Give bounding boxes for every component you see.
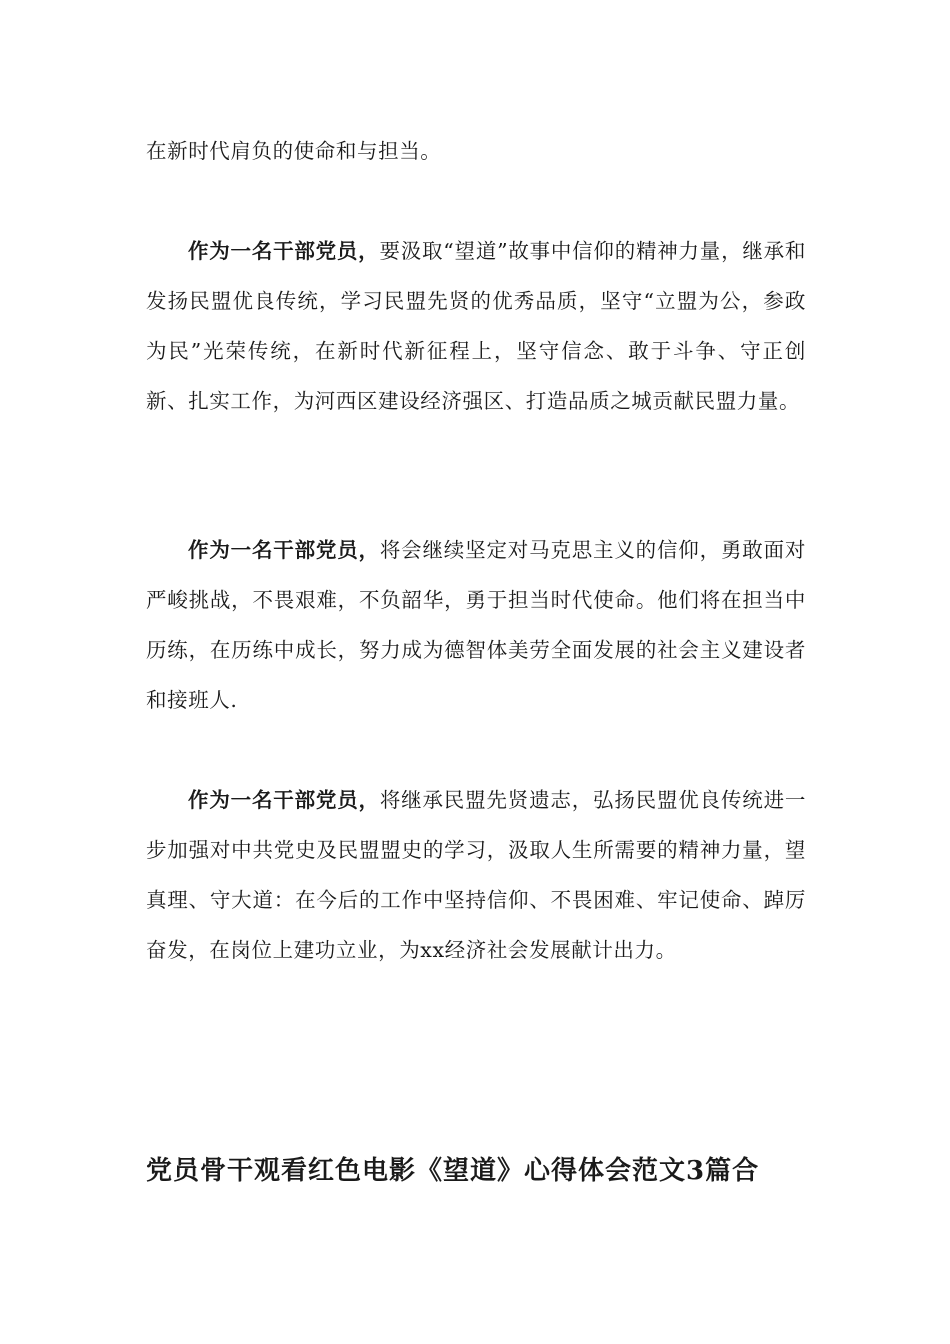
- paragraph-text: 将继承民盟先贤遗志，弘扬民盟优良传统进一步加强对中共党史及民盟盟史的学习，汲取人生所需要的精神力量，望真理、守大道：在今后的工作中坚持信仰、不畏困难、牢记使命、踔厉奋发，在岗位上建功立业，为xx经济社会发展献计出力。: [146, 788, 806, 962]
- paragraph-lead: 作为一名干部党员，: [188, 788, 380, 812]
- paragraph-lead: 作为一名干部党员，: [188, 538, 380, 562]
- section-heading: 党员骨干观看红色电影《望道》心得体会范文3篇合: [146, 1156, 760, 1186]
- paragraph-2: [146, 525, 806, 725]
- paragraph-3: [146, 775, 806, 975]
- paragraph-lead: 作为一名干部党员，: [188, 239, 380, 263]
- paragraph-text: 在新时代肩负的使命和与担当。: [146, 139, 442, 163]
- paragraph-text: 将会继续坚定对马克思主义的信仰，勇敢面对严峻挑战，不畏艰难，不负韶华，勇于担当时代使命。他们将在担当中历练，在历练中成长，努力成为德智体美劳全面发展的社会主义建设者和接班人.: [146, 538, 806, 712]
- paragraph-text: 要汲取“望道”故事中信仰的精神力量，继承和发扬民盟优良传统，学习民盟先贤的优秀品质，坚守“立盟为公，参政为民”光荣传统，在新时代新征程上，坚守信念、敢于斗争、守正创新、扎实工作，为河西区建设经济强区、打造品质之城贡献民盟力量。: [146, 239, 806, 413]
- paragraph-1: [146, 226, 806, 426]
- paragraph-continuation: [146, 126, 806, 176]
